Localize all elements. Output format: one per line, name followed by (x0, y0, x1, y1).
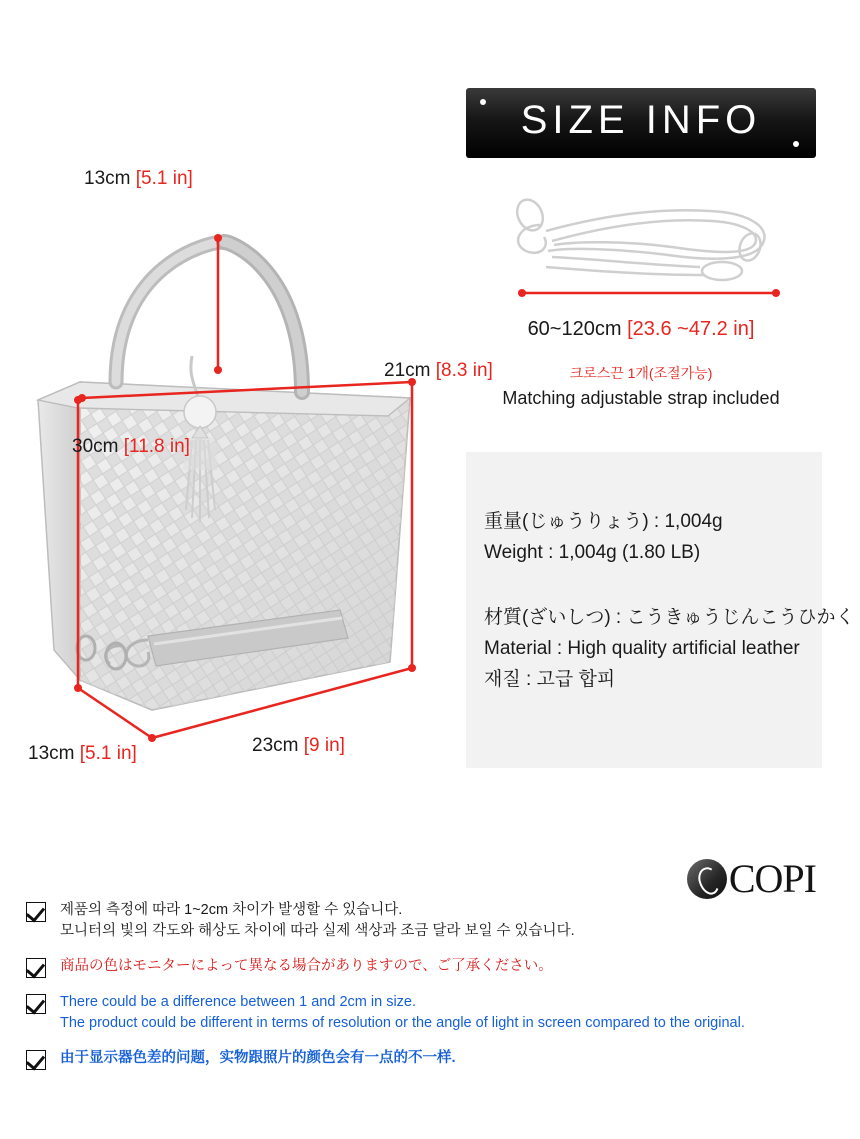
strap-length-imperial: 23.6 ~47.2 in (632, 318, 749, 340)
check-icon (26, 958, 46, 978)
notice-text-korean (60, 900, 575, 942)
notice-line: 제품의 측정에 따라 1~2cm 차이가 발생할 수 있습니다. (60, 902, 403, 918)
dimension-bottom-front: 23cm [9 in] (252, 735, 345, 756)
dimension-depth-right-metric: 21cm (384, 360, 431, 381)
check-icon (26, 1050, 46, 1070)
spec-material-korean: 재질 : 고급 합피 (484, 669, 616, 690)
strap-diagram-svg (500, 185, 800, 305)
dimension-bottom-left: 13cm [5.1 in] (28, 743, 137, 764)
notice-line: There could be a difference between 1 and 2cm in size. (60, 994, 417, 1010)
dimension-depth-right: 21cm [8.3 in] (384, 360, 493, 381)
dimension-height-left-imperial: 11.8 in (129, 436, 185, 457)
dimension-bottom-left-metric: 13cm (28, 743, 75, 764)
dimension-width-top-imperial: 5.1 in (141, 168, 188, 189)
check-icon (26, 994, 46, 1014)
spec-divider (484, 568, 822, 602)
spec-material-english: Material : High quality artificial leather (484, 638, 800, 659)
strap-length-metric: 60~120cm (527, 318, 622, 340)
strap-illustration (500, 185, 800, 305)
spec-weight-japanese: 重量(じゅうりょう) : 1,004g (484, 511, 723, 532)
strap-note-english: Matching adjustable strap included (502, 388, 780, 408)
bag-diagram-svg (20, 170, 460, 790)
list-item (26, 1048, 826, 1070)
notice-line: 由于显示器色差的问题，实物跟照片的颜色会有一点的不一样. (60, 1050, 456, 1066)
dimension-height-left: 30cm [11.8 in] (72, 436, 190, 457)
brand-logo (687, 855, 816, 902)
notice-line: 商品の色はモニターによって異なる場合がありますので、ご了承ください。 (60, 958, 553, 974)
dimension-width-top: 13cm [5.1 in] (84, 168, 193, 189)
notice-list (26, 900, 826, 1084)
dimension-bottom-left-imperial: 5.1 in (85, 743, 132, 764)
dimension-bottom-front-imperial: 9 in (309, 735, 340, 756)
banner-title: SIZE INFO (520, 98, 762, 142)
list-item (26, 992, 826, 1034)
dimension-width-top-metric: 13cm (84, 168, 131, 189)
spec-weight-english: Weight : 1,004g (1.80 LB) (484, 542, 701, 563)
strap-note-korean: 크로스끈 1개(조절가능) (569, 365, 713, 381)
notice-text-japanese (60, 956, 553, 977)
specification-box (466, 452, 855, 768)
dimension-bottom-front-metric: 23cm (252, 735, 299, 756)
brand-name: COPI (728, 856, 816, 901)
check-icon (26, 902, 46, 922)
notice-line: 모니터의 빛의 각도와 해상도 차이에 따라 실제 색상과 조금 달라 보일 수 있습니다. (60, 923, 575, 939)
strap-length-label: 60~120cm [23.6 ~47.2 in] (527, 318, 755, 340)
size-info-banner (466, 88, 816, 158)
bag-illustration (20, 170, 460, 790)
list-item (26, 956, 826, 978)
notice-line: The product could be different in terms of resolution or the angle of light in screen compared to the original. (60, 1015, 745, 1031)
copi-mark-icon (687, 859, 727, 899)
dimension-height-left-metric: 30cm (72, 436, 119, 457)
dimension-depth-right-imperial: 8.3 in (441, 360, 488, 381)
list-item (26, 900, 826, 942)
notice-text-english (60, 992, 745, 1034)
spec-material-japanese: 材質(ざいしつ) : こうきゅうじんこうひかく (484, 607, 855, 628)
notice-text-chinese (60, 1048, 456, 1069)
